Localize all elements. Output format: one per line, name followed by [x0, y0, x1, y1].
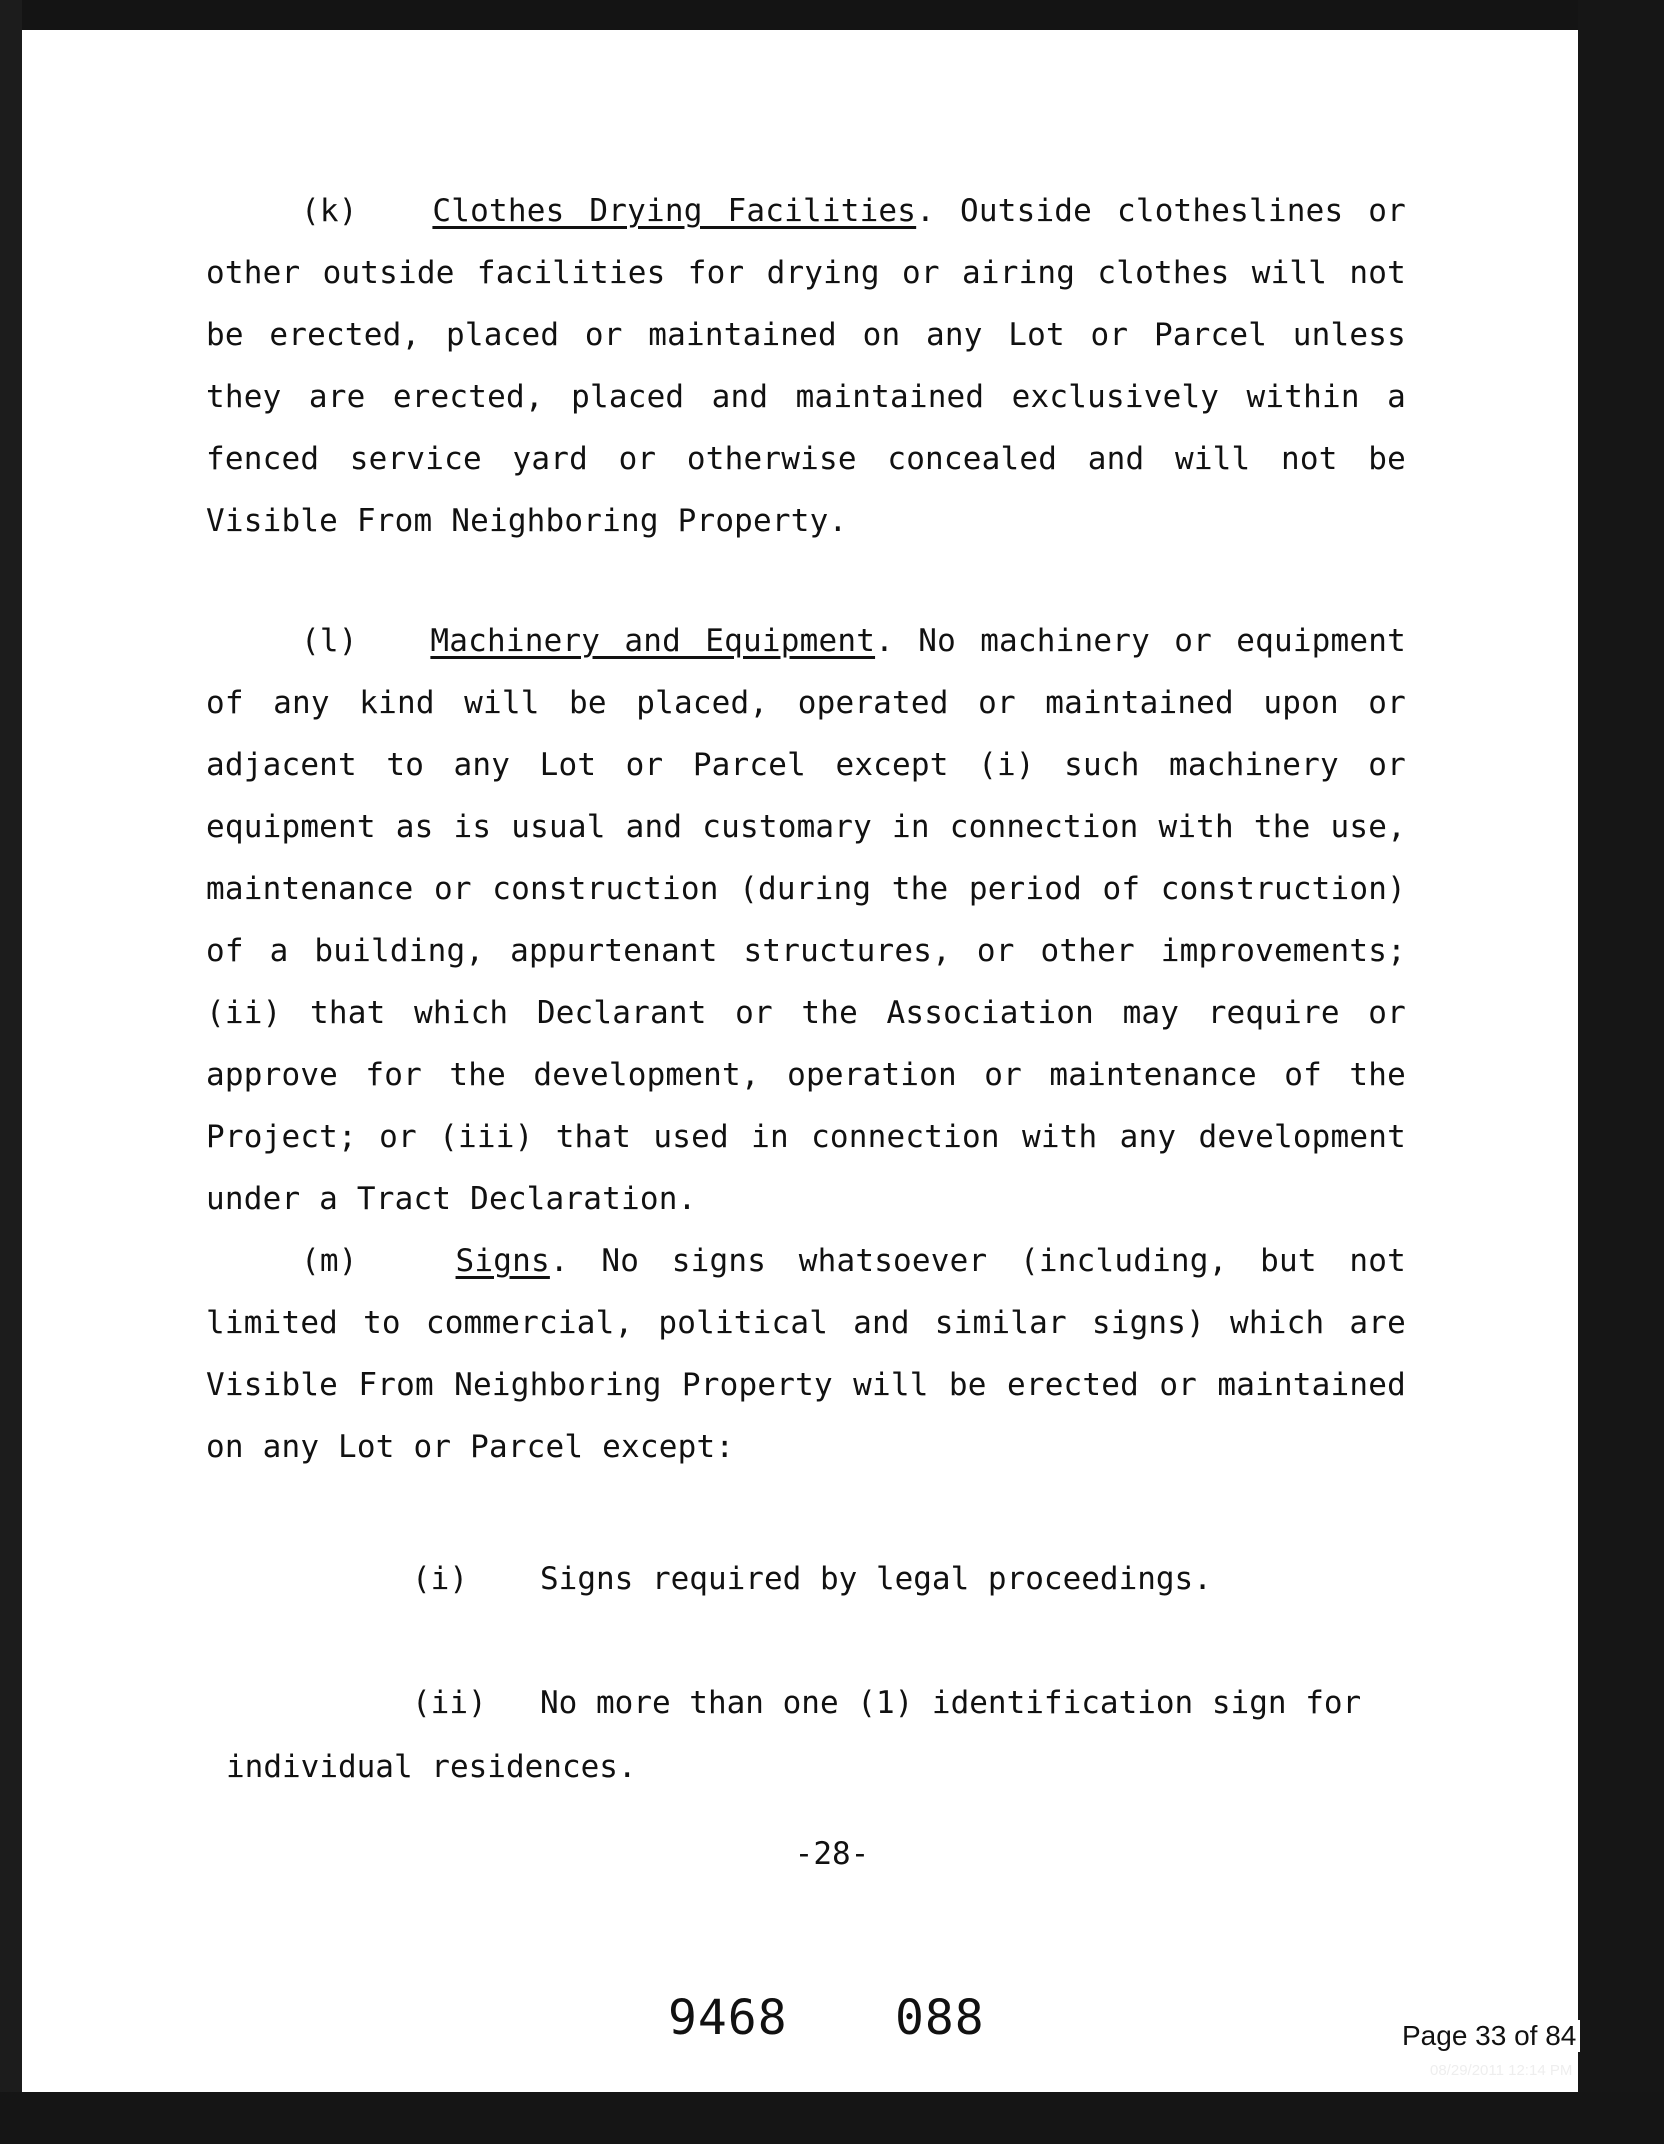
scan-border-top [0, 0, 1664, 30]
section-m-heading: Signs [455, 1243, 550, 1279]
section-m [206, 1230, 1406, 1478]
section-l-heading: Machinery and Equipment [430, 623, 876, 659]
document-number-left: 9468 [668, 1990, 788, 2046]
section-k-heading: Clothes Drying Facilities [432, 193, 917, 229]
section-l-label: (l) [301, 623, 358, 659]
scan-timestamp: 08/29/2011 12:14 PM [1430, 2062, 1573, 2079]
document-number-right: 088 [895, 1990, 985, 2046]
scan-border-left [0, 0, 22, 2144]
section-m-heading-end: . [549, 1243, 569, 1279]
subitem-ii-continuation: individual residences. [226, 1749, 637, 1785]
page-of-label: Page 33 of 84 [1398, 2020, 1580, 2052]
section-m-body: No signs whatsoever (including, but not limited to commercial, political and similar signs) which are Visible From Neighboring Property will be erected or maintained on any Lot or Parcel except: [206, 1243, 1407, 1465]
section-l-body: No machinery or equipment of any kind will be placed, operated or maintained upon or adjacent to any Lot or Parcel except (i) such machinery or equipment as is usual and customary in connection with the use, maintenance or construction (during the period of construction) of a building, appurtenant structures, or other improvements; (ii) that which Declarant or the Association may require or approve for the development, operation or maintenance of the Project; or (iii) that used in connection with any development under a Tract Declaration. [206, 623, 1406, 1217]
section-k [206, 180, 1406, 552]
subitem-i-number: (i) [412, 1561, 468, 1597]
section-l-heading-end: . [875, 623, 894, 659]
scan-border-bottom [0, 2092, 1664, 2144]
subitem-i-text: Signs required by legal proceedings. [540, 1561, 1212, 1597]
section-k-body: Outside clotheslines or other outside facilities for drying or airing clothes will not be erected, placed or maintained on any Lot or Parcel unless they are erected, placed and maintained exclusively within a fenced service yard or otherwise concealed and will not be Visible From Neighboring Property. [206, 193, 1407, 539]
subitem-ii-text: No more than one (1) identification sign for [540, 1685, 1362, 1721]
section-l [206, 610, 1406, 1230]
subitem-ii [412, 1672, 1361, 1734]
section-k-label: (k) [301, 193, 358, 229]
page-number: -28- [794, 1836, 870, 1872]
section-k-heading-end: . [916, 193, 936, 229]
scan-border-right [1578, 0, 1664, 2144]
subitem-i [412, 1548, 1212, 1610]
section-m-label: (m) [301, 1243, 358, 1279]
subitem-ii-number: (ii) [412, 1685, 487, 1721]
